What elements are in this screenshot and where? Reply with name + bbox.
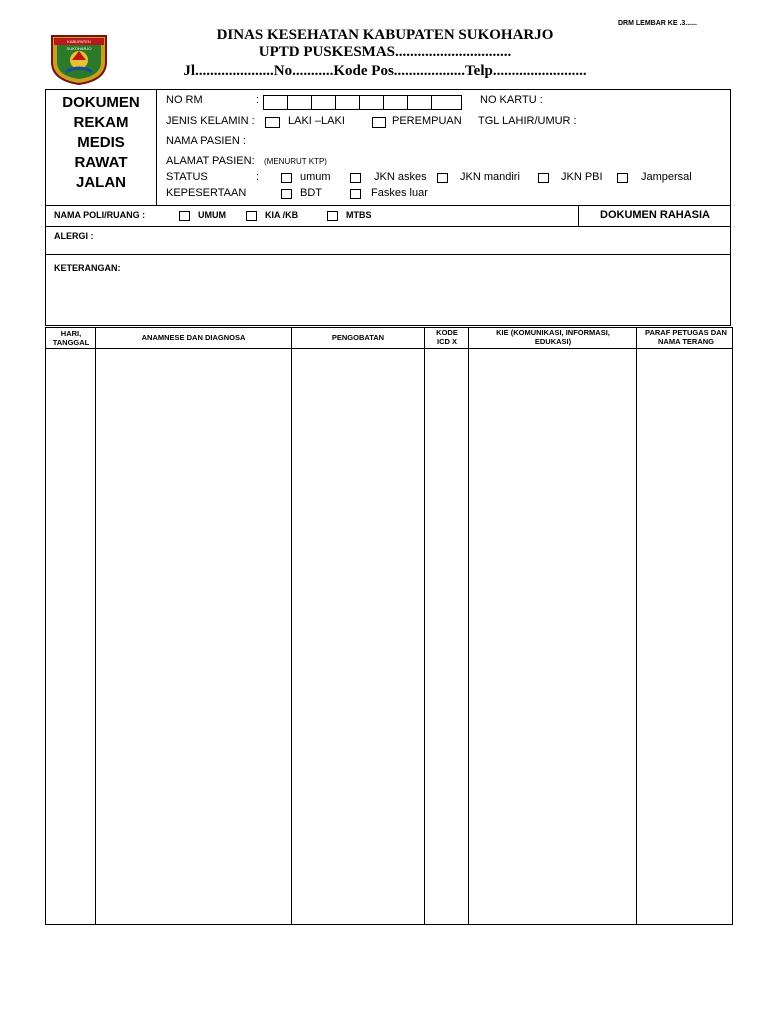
doc-title-line: MEDIS bbox=[77, 134, 125, 151]
umum-label: umum bbox=[300, 171, 331, 183]
nama-pasien-label: NAMA PASIEN : bbox=[166, 135, 246, 147]
header-puskesmas: UPTD PUSKESMAS............................... bbox=[258, 44, 512, 60]
alergi-label: ALERGI : bbox=[54, 231, 94, 241]
bdt-checkbox[interactable] bbox=[281, 189, 292, 199]
col-hari-tanggal: HARI, TANGGAL bbox=[52, 329, 90, 347]
status-colon: : bbox=[256, 171, 260, 183]
no-rm-label: NO RM bbox=[166, 94, 203, 106]
col-anamnese: ANAMNESE DAN DIAGNOSA bbox=[141, 333, 246, 342]
doc-title-line: REKAM bbox=[73, 114, 129, 131]
jenis-kelamin-label: JENIS KELAMIN : bbox=[166, 115, 255, 127]
no-rm-digit-box[interactable] bbox=[287, 95, 312, 110]
faskes-luar-label: Faskes luar bbox=[371, 187, 428, 199]
poli-label: NAMA POLI/RUANG : bbox=[54, 210, 146, 220]
umum-checkbox[interactable] bbox=[281, 173, 292, 183]
poli-umum-label: UMUM bbox=[198, 210, 226, 220]
poli-mtbs-checkbox[interactable] bbox=[327, 211, 338, 221]
bdt-label: BDT bbox=[300, 187, 322, 199]
dokumen-rahasia: DOKUMEN RAHASIA bbox=[600, 209, 710, 221]
no-rm-digit-box[interactable] bbox=[311, 95, 336, 110]
keterangan-label: KETERANGAN: bbox=[54, 263, 121, 273]
alergi-row[interactable] bbox=[45, 227, 731, 255]
perempuan-checkbox[interactable] bbox=[372, 117, 386, 128]
jampersal-checkbox[interactable] bbox=[617, 173, 628, 183]
drm-sheet-number: DRM LEMBAR KE .3...... bbox=[618, 20, 697, 27]
col-kie: KIE (KOMUNIKASI, INFORMASI, EDUKASI) bbox=[496, 328, 610, 346]
jkn-pbi-label: JKN PBI bbox=[561, 171, 603, 183]
col-kode-icd: KODE ICD X bbox=[436, 328, 458, 346]
no-rm-colon: : bbox=[256, 94, 260, 106]
col-pengobatan: PENGOBATAN bbox=[331, 333, 385, 342]
logo-text: KABUPATEN SUKOHARJO bbox=[66, 39, 92, 51]
faskes-luar-checkbox[interactable] bbox=[350, 189, 361, 199]
laki-laki-label: LAKI –LAKI bbox=[288, 115, 345, 127]
no-rm-digit-box[interactable] bbox=[359, 95, 384, 110]
alamat-note: (MENURUT KTP) bbox=[264, 157, 327, 166]
jampersal-label: Jampersal bbox=[641, 171, 692, 183]
poli-umum-checkbox[interactable] bbox=[179, 211, 190, 221]
table-header-divider bbox=[45, 348, 733, 349]
keterangan-row[interactable] bbox=[45, 255, 731, 326]
treatment-table bbox=[45, 327, 733, 925]
tgl-lahir-label: TGL LAHIR/UMUR : bbox=[478, 115, 577, 127]
status-label: STATUS bbox=[166, 171, 208, 183]
alamat-label: ALAMAT PASIEN: bbox=[166, 155, 255, 167]
jkn-mandiri-label: JKN mandiri bbox=[460, 171, 520, 183]
header-address: Jl.....................No...........Kode Pos...................Telp......................... bbox=[183, 63, 587, 79]
col-paraf: PARAF PETUGAS DAN NAMA TERANG bbox=[645, 328, 727, 346]
poli-mtbs-label: MTBS bbox=[346, 210, 372, 220]
document-title bbox=[46, 93, 156, 193]
kepesertaan-label: KEPESERTAAN bbox=[166, 187, 247, 199]
doc-title-line: JALAN bbox=[75, 174, 126, 191]
poli-kia-checkbox[interactable] bbox=[246, 211, 257, 221]
no-rm-digit-box[interactable] bbox=[335, 95, 360, 110]
perempuan-label: PEREMPUAN bbox=[392, 115, 462, 127]
jkn-mandiri-checkbox[interactable] bbox=[437, 173, 448, 183]
jkn-askes-label: JKN askes bbox=[374, 171, 427, 183]
jkn-pbi-checkbox[interactable] bbox=[538, 173, 549, 183]
laki-laki-checkbox[interactable] bbox=[265, 117, 280, 128]
doc-title-line: RAWAT bbox=[74, 154, 128, 171]
no-kartu-label: NO KARTU : bbox=[480, 94, 543, 106]
no-rm-digit-box[interactable] bbox=[407, 95, 432, 110]
header-title: DINAS KESEHATAN KABUPATEN SUKOHARJO bbox=[216, 27, 554, 43]
doc-title-line: DOKUMEN bbox=[62, 94, 140, 111]
poli-kia-label: KIA /KB bbox=[265, 210, 299, 220]
no-rm-digit-box[interactable] bbox=[383, 95, 408, 110]
no-rm-digit-box[interactable] bbox=[431, 95, 462, 110]
no-rm-digit-box[interactable] bbox=[263, 95, 288, 110]
jkn-askes-checkbox[interactable] bbox=[350, 173, 361, 183]
